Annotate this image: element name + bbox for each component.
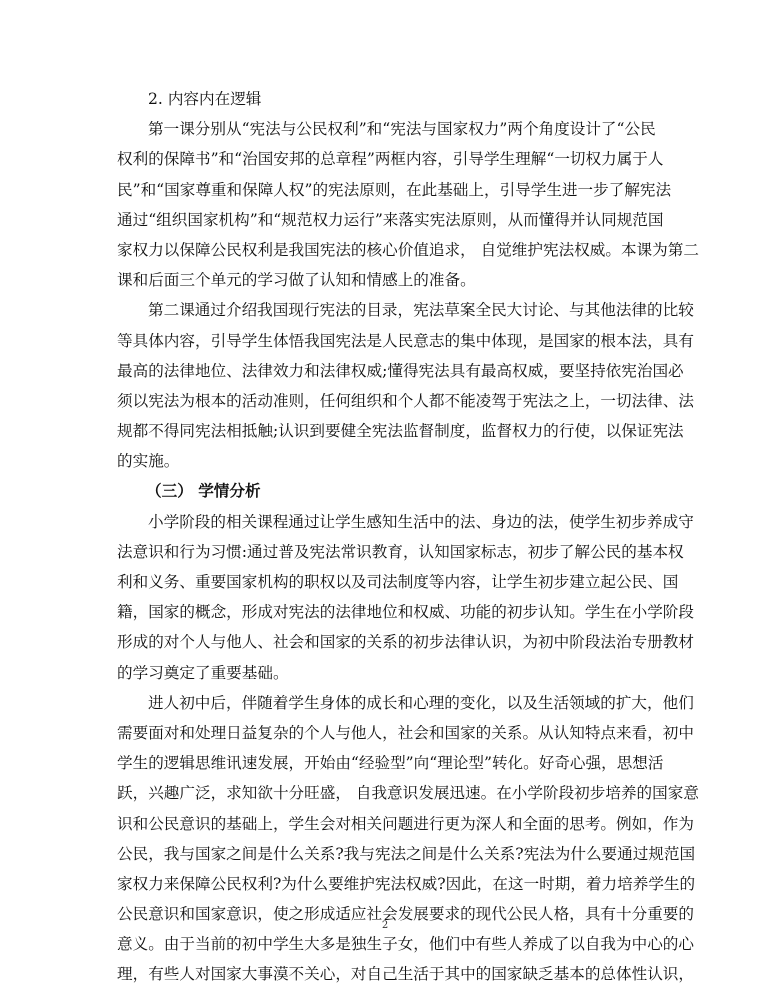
paragraph-line: 民”和“国家尊重和保障人权”的宪法原则，在此基础上，引导学生进一步了解宪法 bbox=[117, 180, 672, 199]
page-body bbox=[117, 84, 699, 990]
paragraph-line: 课和后面三个单元的学习做了认知和情感上的准备。 bbox=[117, 271, 476, 290]
paragraph-line: 公民，我与国家之间是什么关系?我与宪法之间是什么关系?宪法为什么要通过规范国 bbox=[117, 844, 696, 863]
paragraph-line: 需要面对和处理日益复杂的个人与他人，社会和国家的关系。从认知特点来看，初中 bbox=[117, 723, 694, 742]
paragraph-line: 形成的对个人与他人、社会和国家的关系的初步法律认识，为初中阶段法治专册教材 bbox=[117, 633, 694, 652]
paragraph-line: 公民意识和国家意识，使之形成适应社会发展要求的现代公民人格，具有十分重要的 bbox=[117, 905, 694, 924]
paragraph-lesson-two bbox=[117, 295, 694, 476]
paragraph-line: 跃，兴趣广泛，求知欲十分旺盛， 自我意识发展迅速。在小学阶段初步培养的国家意 bbox=[117, 784, 699, 803]
paragraph-line: 法意识和行为习惯:通过普及宪法常识教育，认知国家标志，初步了解公民的基本权 bbox=[117, 542, 684, 561]
paragraph-line: 须以宪法为根本的活动准则，任何组织和个人都不能凌驾于宪法之上，一切法律、法 bbox=[117, 391, 694, 410]
paragraph-line: 规都不得同宪法相抵触;认识到要健全宪法监督制度，监督权力的行使，以保证宪法 bbox=[117, 422, 684, 441]
paragraph-line: 小学阶段的相关课程通过让学生感知生活中的法、身边的法，使学生初步养成守 bbox=[148, 512, 694, 531]
paragraph-line: 权利的保障书”和“治国安邦的总章程”两框内容，引导学生理解“一切权力属于人 bbox=[117, 150, 664, 169]
paragraph-line: 第一课分别从“宪法与公民权利”和“宪法与国家权力”两个角度设计了“公民 bbox=[148, 120, 656, 139]
paragraph-line: 第二课通过介绍我国现行宪法的目录，宪法草案全民大讨论、与其他法律的比较 bbox=[148, 301, 694, 320]
paragraph-line: 等具体内容，引导学生体悟我国宪法是人民意志的集中体现，是国家的根本法，具有 bbox=[117, 331, 694, 350]
paragraph-line: 理，有些人对国家大事漠不关心，对自己生活于其中的国家缺乏基本的总体性认识， bbox=[117, 965, 694, 984]
subheading-content-logic: 2. 内容内在逻辑 bbox=[148, 90, 262, 108]
paragraph-line: 家权力以保障公民权利是我国宪法的核心价值追求， 自觉维护宪法权威。本课为第二 bbox=[117, 240, 699, 259]
paragraph-line: 的实施。 bbox=[117, 452, 180, 471]
paragraph-line: 识和公民意识的基础上，学生会对相关问题进行更为深人和全面的思考。例如，作为 bbox=[117, 814, 694, 833]
paragraph-primary-school bbox=[117, 507, 694, 688]
paragraph-line: 的学习奠定了重要基础。 bbox=[117, 663, 289, 682]
paragraph-line: 通过“组织国家机构”和“规范权力运行”来落实宪法原则，从而懂得并认同规范国 bbox=[117, 210, 664, 229]
paragraph-line: 家权力来保障公民权利?为什么要维护宪法权威?因此，在这一时期，着力培养学生的 bbox=[117, 874, 696, 893]
paragraph-line: 进人初中后，伴随着学生身体的成长和心理的变化，以及生活领域的扩大，他们 bbox=[148, 693, 694, 712]
paragraph-line: 意义。由于当前的初中学生大多是独生子女，他们中有些人养成了以自我为中心的心 bbox=[117, 935, 694, 954]
paragraph-lesson-one bbox=[117, 114, 699, 295]
paragraph-line: 学生的逻辑思维讯速发展，开始由“经验型”向“理论型”转化。好奇心强，思想活 bbox=[117, 754, 664, 773]
page-number: 2 bbox=[381, 920, 389, 931]
paragraph-middle-school bbox=[117, 688, 699, 990]
paragraph-line: 最高的法律地位、法律效力和法律权威;懂得宪法具有最高权威，要坚持依宪治国必 bbox=[117, 361, 684, 380]
paragraph-line: 籍，国家的概念，形成对宪法的法律地位和权威、功能的初步认知。学生在小学阶段 bbox=[117, 603, 694, 622]
section-heading-student-analysis: （三） 学情分析 bbox=[146, 481, 261, 501]
paragraph-line: 利和义务、重要国家机构的职权以及司法制度等内容，让学生初步建立起公民、国 bbox=[117, 573, 679, 591]
